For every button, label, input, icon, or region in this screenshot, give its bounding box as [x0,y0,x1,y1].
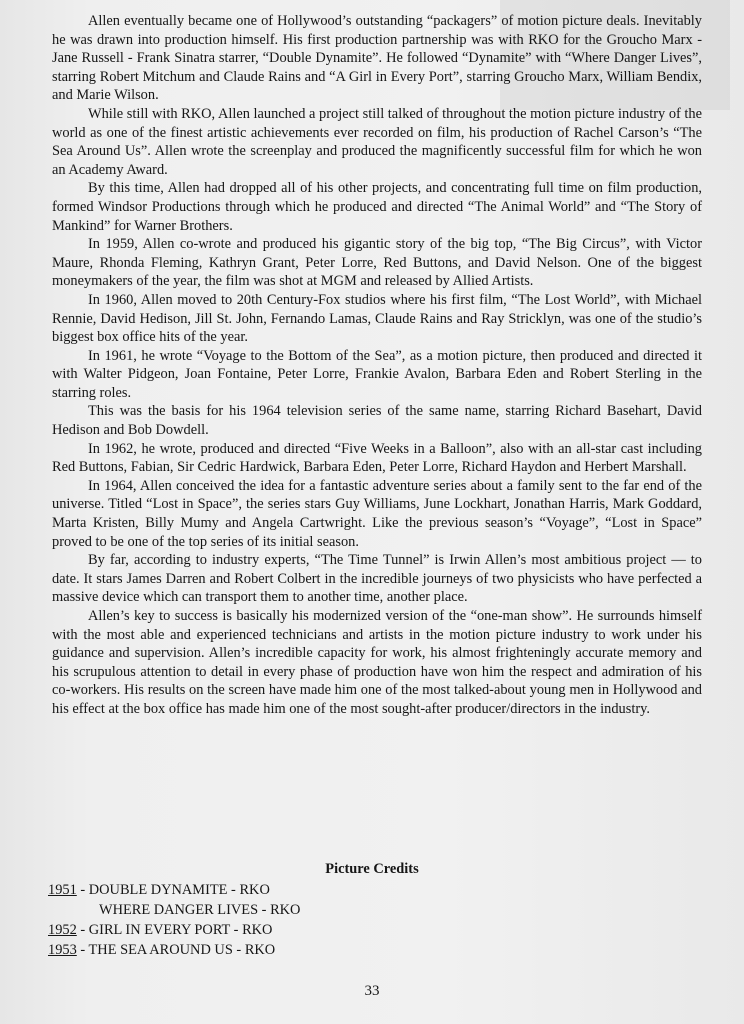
credit-row [48,940,548,960]
credit-row [48,900,548,920]
paragraph: In 1962, he wrote, produced and directed “Five Weeks in a Balloon”, also with an all-star cast including Red Buttons, Fabian, Sir Cedric Hardwick, Barbara Eden, Peter Lorre, Richard Haydon and Herbert Marshall. [52,440,702,476]
body-text [52,12,702,719]
credit-year: 1952 [48,922,77,938]
paragraph: Allen eventually became one of Hollywood’s outstanding “packagers” of motion picture deals. Inevitably he was drawn into production himself. His first production partnership was with RKO for the Groucho Marx - Jane Russell - Frank Sinatra starrer, “Double Dynamite”. He followed “Dynamite” with “Where Danger Lives”, starring Robert Mitchum and Claude Rains and “A Girl in Every Port”, starring Groucho Marx, William Bendix, and Marie Wilson. [52,13,702,104]
credit-title: - GIRL IN EVERY PORT - RKO [76,922,273,938]
paragraph: Allen’s key to success is basically his modernized version of the “one-man show”. He surrounds himself with the most able and experienced technicians and artists in the motion picture industry to work under his guidance and supervision. Allen’s incredible capacity for work, his almost frighteningly accurate memory and his scrupulous attention to detail in every phase of production have won him the respect and admiration of his co-workers. His results on the screen have made him one of the most talked-about young men in Hollywood and his effect at the box office has made him one of the most sought-after producer/directors in the industry. [52,608,702,717]
credit-title: - DOUBLE DYNAMITE - RKO [76,882,270,898]
credits-heading: Picture Credits [325,861,419,877]
credit-year: 1951 [48,882,77,898]
credit-title: - THE SEA AROUND US - RKO [76,942,276,958]
credit-row [48,920,548,940]
credit-row [48,880,548,900]
paragraph: In 1964, Allen conceived the idea for a fantastic adventure series about a family sent to the far end of the universe. Titled “Lost in Space”, the series stars Guy Williams, June Lockhart, Jonathan Harris, Mark Goddard, Marta Kristen, Billy Mumy and Angela Cartwright. Like the previous season’s “Voyage”, “Lost in Space” proved to be one of the top series of its initial season. [52,477,702,550]
paragraph: In 1960, Allen moved to 20th Century-Fox studios where his first film, “The Lost World”, with Michael Rennie, David Hedison, Jill St. John, Fernando Lamas, Claude Rains and Ray Stricklyn, was one of the studio’s biggest box office hits of the year. [52,291,702,346]
paragraph: In 1961, he wrote “Voyage to the Bottom of the Sea”, as a motion picture, then produced and directed it with Walter Pidgeon, Joan Fontaine, Peter Lorre, Frankie Avalon, Barbara Eden and Robert Sterling in the starring roles. [52,347,702,401]
paragraph: By far, according to industry experts, “The Time Tunnel” is Irwin Allen’s most ambitious project — to date. It stars James Darren and Robert Colbert in the incredible journeys of two physicists who have perfected a massive device which can transport them to another time, another place. [52,552,702,606]
paragraph: This was the basis for his 1964 television series of the same name, starring Richard Basehart, David Hedison and Bob Dowdell. [52,403,702,439]
credit-year: 1953 [48,942,77,958]
paragraph: By this time, Allen had dropped all of his other projects, and concentrating full time on film production, formed Windsor Productions through which he produced and directed “The Animal World” and “The Story of Mankind” for Warner Brothers. [52,180,702,234]
credit-title: WHERE DANGER LIVES - RKO [99,902,301,918]
page-number: 33 [364,983,380,999]
paragraph: While still with RKO, Allen launched a project still talked of throughout the motion picture industry of the world as one of the finest artistic achievements ever recorded on film, his production of Rachel Carson’s “The Sea Around Us”. Allen wrote the screenplay and produced the magnificently successful film for which he won an Academy Award. [52,105,702,178]
paragraph: In 1959, Allen co-wrote and produced his gigantic story of the big top, “The Big Circus”, with Victor Maure, Rhonda Fleming, Kathryn Grant, Peter Lorre, Red Buttons, and David Nelson. One of the biggest moneymakers of the year, the film was shot at MGM and released by Allied Artists. [52,236,702,290]
credits-list [48,880,548,960]
